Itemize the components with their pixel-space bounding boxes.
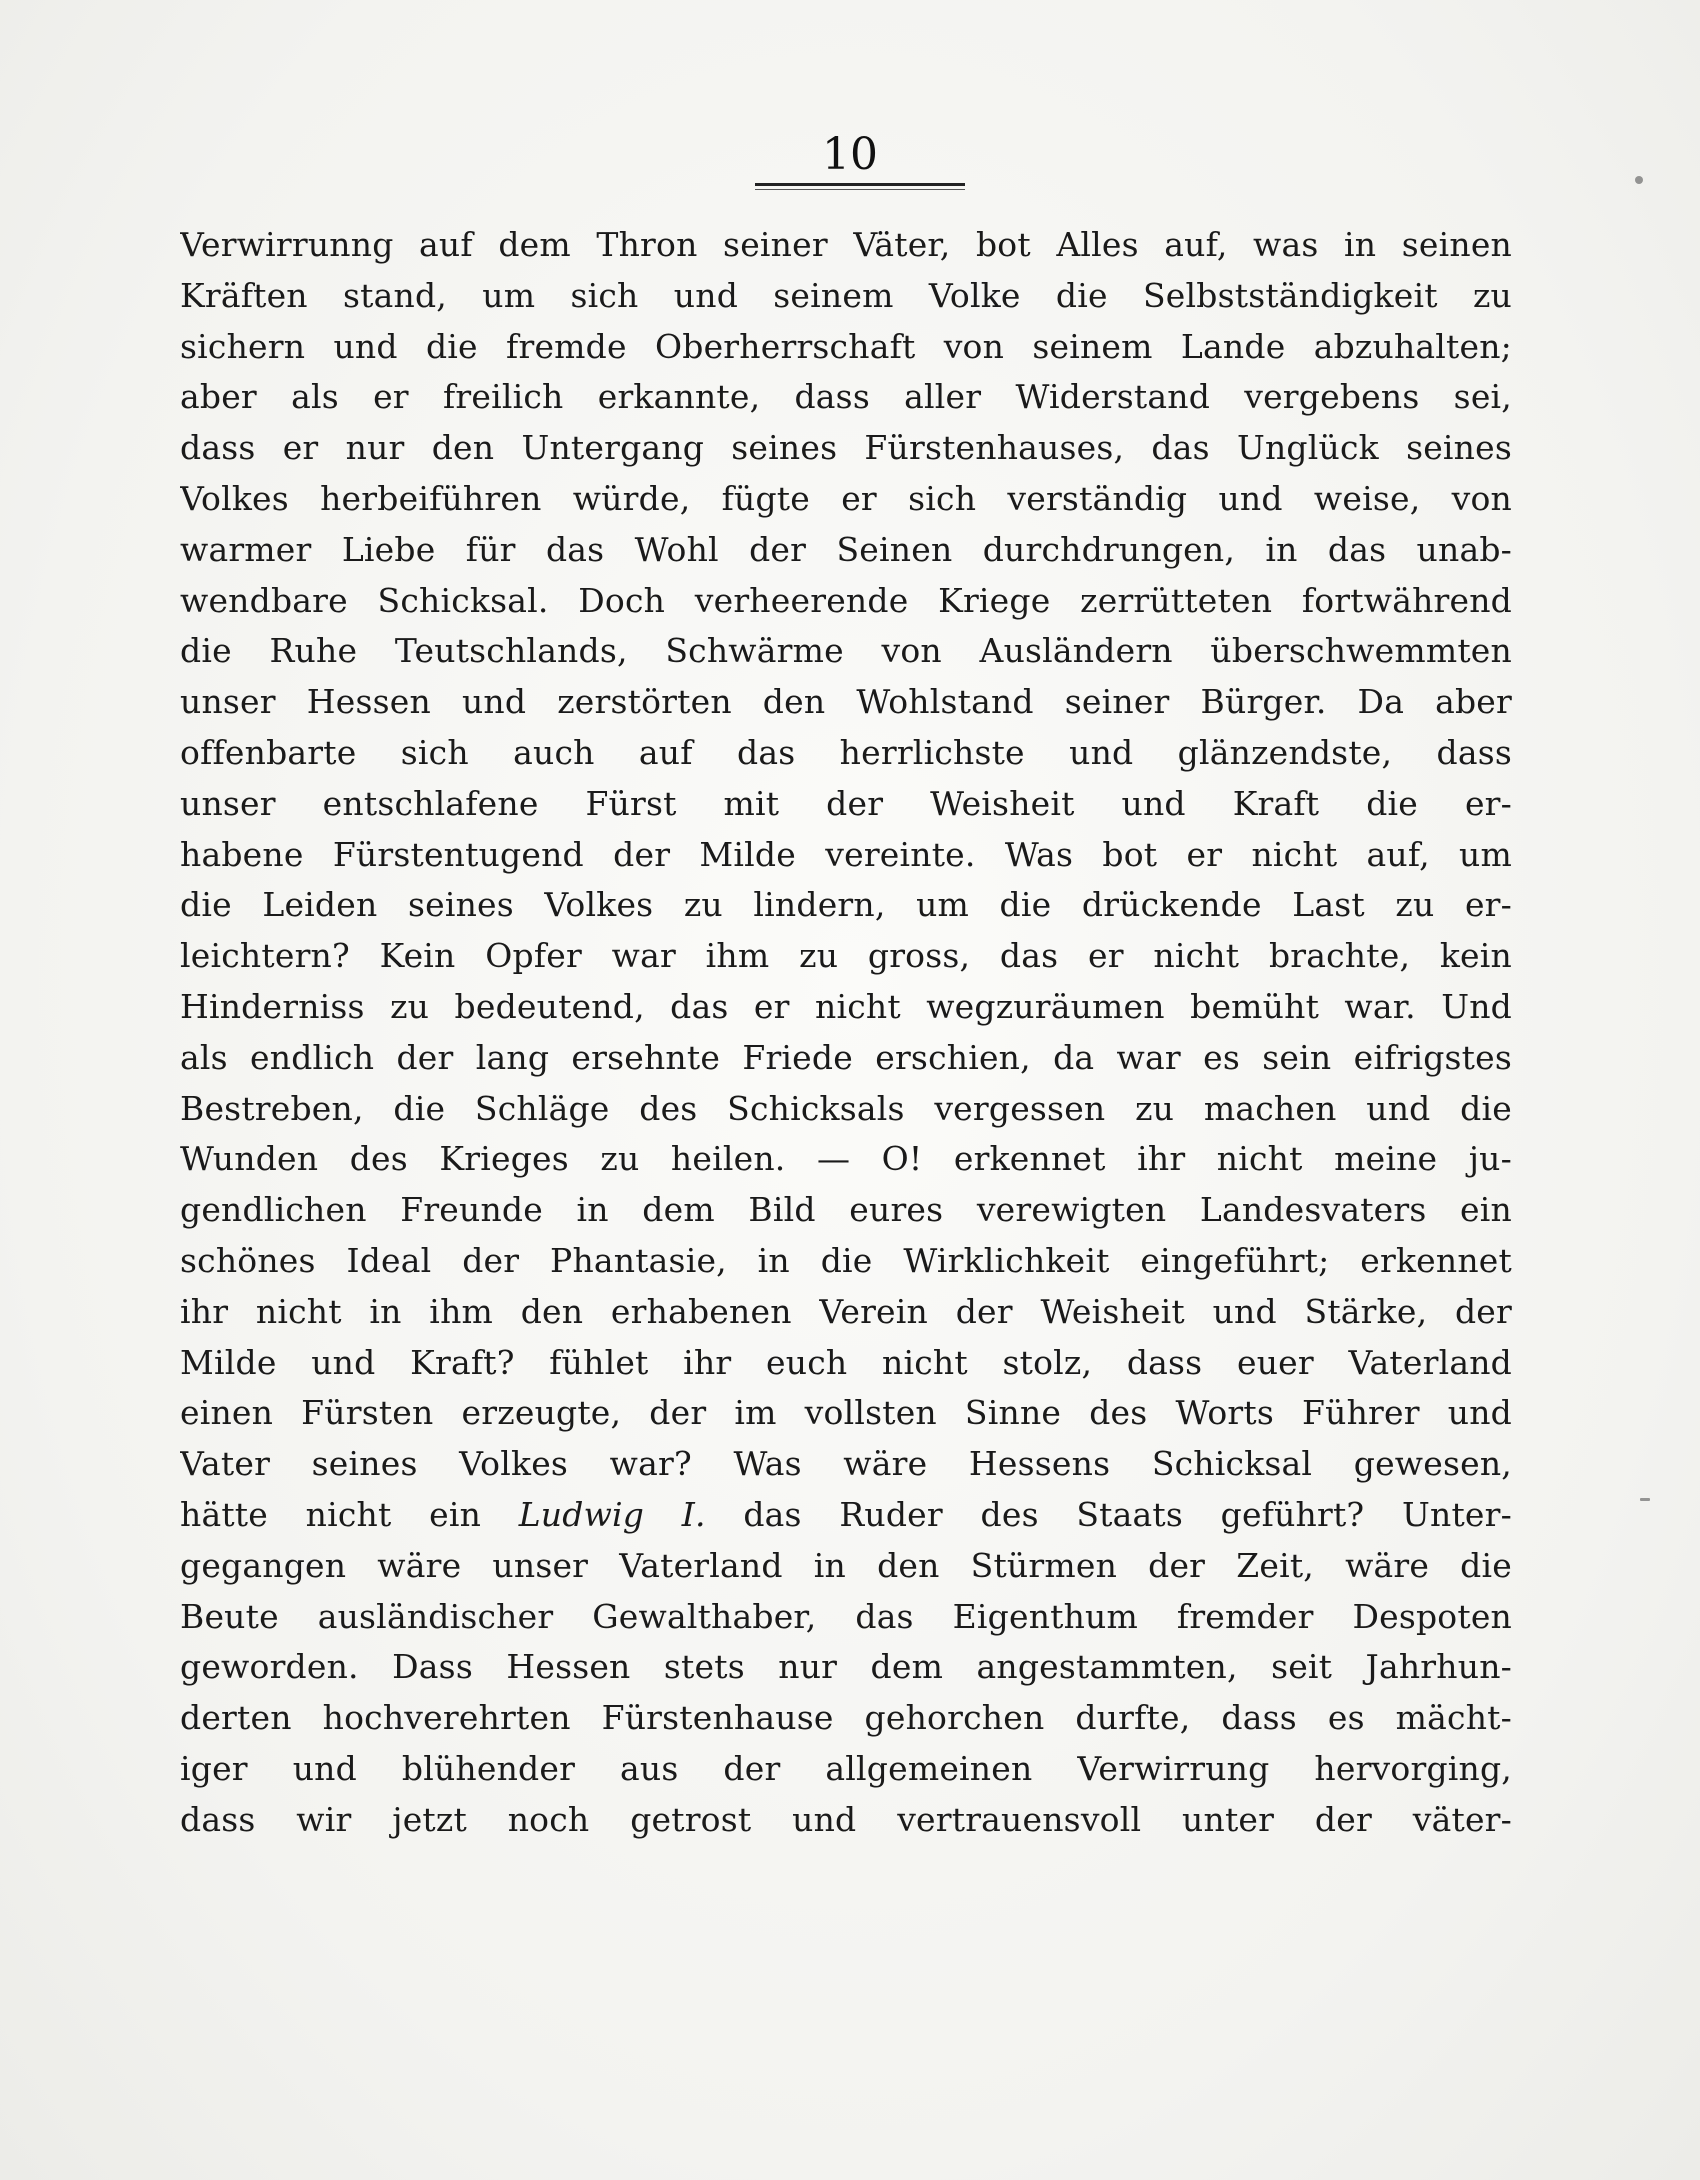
text-line: dass er nur den Untergang seines Fürstenhauses, das Unglück seines <box>180 428 1512 468</box>
header-rule-thin <box>755 189 965 190</box>
text-line: Beute ausländischer Gewalthaber, das Eigenthum fremder Despoten <box>180 1596 1512 1636</box>
text-line: leichtern? Kein Opfer war ihm zu gross, das er nicht brachte, kein <box>180 936 1512 976</box>
text-line: warmer Liebe für das Wohl der Seinen durchdrungen, in das unab- <box>180 529 1512 569</box>
text-line: einen Fürsten erzeugte, der im vollsten Sinne des Worts Führer und <box>180 1393 1512 1433</box>
text-line: Hinderniss zu bedeutend, das er nicht wegzuräumen bemüht war. Und <box>180 986 1512 1026</box>
text-line: gendlichen Freunde in dem Bild eures verewigten Landesvaters ein <box>180 1190 1512 1230</box>
text-line: schönes Ideal der Phantasie, in die Wirklichkeit eingeführt; erkennet <box>180 1240 1512 1280</box>
text-line: derten hochverehrten Fürstenhause gehorchen durfte, dass es mächt- <box>180 1698 1512 1738</box>
text-line: Bestreben, die Schläge des Schicksals vergessen zu machen und die <box>180 1088 1512 1128</box>
text-line: unser entschlafene Fürst mit der Weisheit und Kraft die er- <box>180 783 1512 823</box>
text-line: Verwirrunng auf dem Thron seiner Väter, bot Alles auf, was in seinen <box>180 225 1512 264</box>
text-line: Kräften stand, um sich und seinem Volke die Selbstständigkeit zu <box>180 275 1512 315</box>
text-line: offenbarte sich auch auf das herrlichste und glänzendste, dass <box>180 732 1512 772</box>
ludwig-line-before: hätte nicht ein <box>180 1494 482 1534</box>
text-line: gegangen wäre unser Vaterland in den Stürmen der Zeit, wäre die <box>180 1545 1512 1585</box>
page-number: 10 <box>822 129 878 180</box>
text-line: habene Fürstentugend der Milde vereinte. Was bot er nicht auf, um <box>180 834 1512 874</box>
text-line: Volkes herbeiführen würde, fügte er sich verständig und weise, von <box>180 478 1512 518</box>
ludwig-emphasis: Ludwig I. <box>518 1494 706 1534</box>
text-line: Wunden des Krieges zu heilen. — O! erkennet ihr nicht meine ju- <box>180 1139 1512 1179</box>
text-line: dass wir jetzt noch getrost und vertrauensvoll unter der väter- <box>180 1799 1512 1839</box>
text-line: als endlich der lang ersehnte Friede erschien, da war es sein eifrigstes <box>180 1037 1512 1077</box>
text-line: wendbare Schicksal. Doch verheerende Kriege zerrütteten fortwährend <box>180 580 1512 620</box>
header-rule <box>755 183 965 186</box>
body-text <box>180 220 1512 1846</box>
text-line: die Ruhe Teutschlands, Schwärme von Ausländern überschwemmten <box>180 631 1512 671</box>
paper-speck <box>1635 176 1643 184</box>
text-line: sichern und die fremde Oberherrschaft von seinem Lande abzuhalten; <box>180 326 1512 366</box>
text-line: unser Hessen und zerstörten den Wohlstand seiner Bürger. Da aber <box>180 682 1512 722</box>
text-line: die Leiden seines Volkes zu lindern, um die drückende Last zu er- <box>180 885 1512 925</box>
text-line: aber als er freilich erkannte, dass aller Widerstand vergebens sei, <box>180 377 1512 417</box>
text-line: Vater seines Volkes war? Was wäre Hessens Schicksal gewesen, <box>180 1444 1512 1484</box>
paper-speck <box>1640 1498 1650 1501</box>
text-line: ihr nicht in ihm den erhabenen Verein der Weisheit und Stärke, der <box>180 1291 1512 1331</box>
ludwig-line-after: das Ruder des Staats geführt? Unter- <box>743 1494 1512 1534</box>
text-line: iger und blühender aus der allgemeinen Verwirrung hervorging, <box>180 1748 1512 1788</box>
text-line-ludwig <box>180 1490 1512 1541</box>
text-line: geworden. Dass Hessen stets nur dem angestammten, seit Jahrhun- <box>180 1647 1512 1687</box>
text-line: Milde und Kraft? fühlet ihr euch nicht stolz, dass euer Vaterland <box>180 1342 1512 1382</box>
